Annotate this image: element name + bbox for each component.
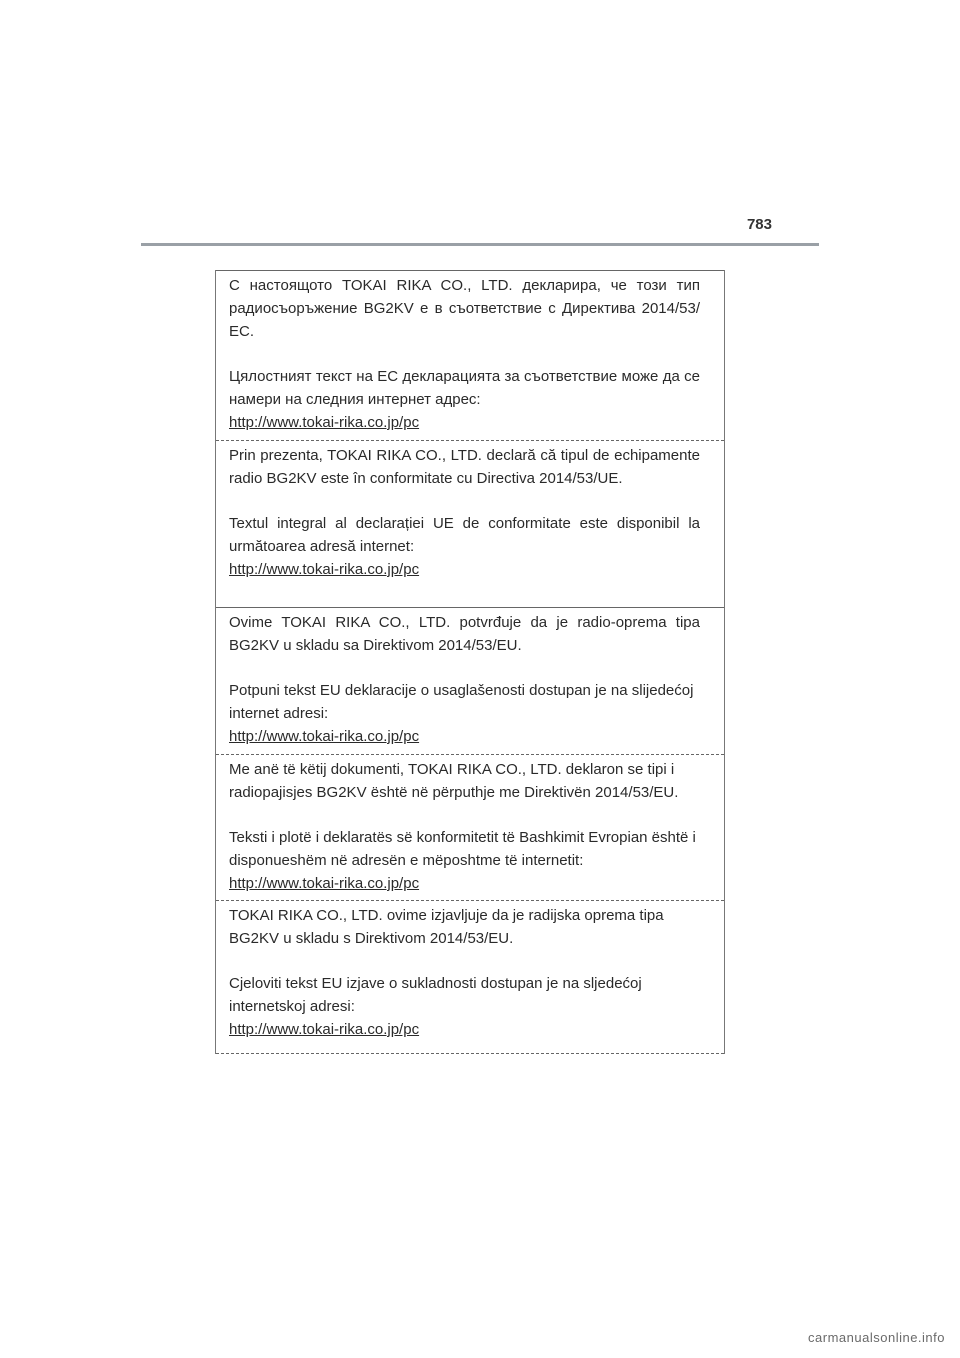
- page-number: 783: [746, 216, 772, 233]
- declaration-link[interactable]: http://www.tokai-rika.co.jp/pc: [229, 561, 420, 578]
- full-text-note: Potpuni tekst EU deklaracije o usaglašenosti dostupan je na slijedećoj internet adresi:: [229, 682, 694, 722]
- header-rule: [141, 243, 819, 246]
- declaration-link[interactable]: http://www.tokai-rika.co.jp/pc: [229, 875, 420, 892]
- declaration-text: Ovime TOKAI RIKA CO., LTD. potvrđuje da je radio-oprema tipa BG2KV u skladu sa Direktivom 2014/53/EU.: [229, 614, 700, 654]
- declaration-box: [215, 270, 725, 1054]
- full-text-note: Teksti i plotë i deklaratës së konformitetit të Bashkimit Evropian është i disponueshëm në adresën e mëposhtme të internetit:: [229, 829, 696, 869]
- watermark: carmanualsonline.info: [808, 1330, 945, 1345]
- declaration-link[interactable]: http://www.tokai-rika.co.jp/pc: [229, 414, 420, 431]
- full-text-note: Cjeloviti tekst EU izjave o sukladnosti dostupan je na sljedećoj internetskoj adresi:: [229, 975, 642, 1015]
- section-serbian: [216, 607, 724, 754]
- full-text-note: Цялостният текст на ЕС декларацията за съответствие може да се намери на следния интернет адрес:: [229, 368, 700, 408]
- declaration-text: Me anë të këtij dokumenti, TOKAI RIKA CO., LTD. deklaron se tipi i radiopajisjes BG2KV është në përputhje me Direktivën 2014/53/EU.: [229, 761, 679, 801]
- declaration-link[interactable]: http://www.tokai-rika.co.jp/pc: [229, 1021, 420, 1038]
- declaration-text: С настоящото TOKAI RIKA CO., LTD. декларира, че този тип радиосъоръжение BG2KV е в съответствие с Директива 2014/53/ЕС.: [229, 277, 700, 340]
- section-bulgarian: [216, 270, 724, 440]
- declaration-text: TOKAI RIKA CO., LTD. ovime izjavljuje da je radijska oprema tipa BG2KV u skladu s Direktivom 2014/53/EU.: [229, 907, 664, 947]
- section-croatian: [216, 900, 724, 1054]
- declaration-text: Prin prezenta, TOKAI RIKA CO., LTD. declară că tipul de echipamente radio BG2KV este în conformitate cu Directiva 2014/53/UE.: [229, 447, 700, 487]
- full-text-note: Textul integral al declarației UE de conformitate este disponibil la următoarea adresă internet:: [229, 515, 700, 555]
- section-albanian: [216, 754, 724, 900]
- declaration-link[interactable]: http://www.tokai-rika.co.jp/pc: [229, 728, 420, 745]
- section-romanian: [216, 440, 724, 607]
